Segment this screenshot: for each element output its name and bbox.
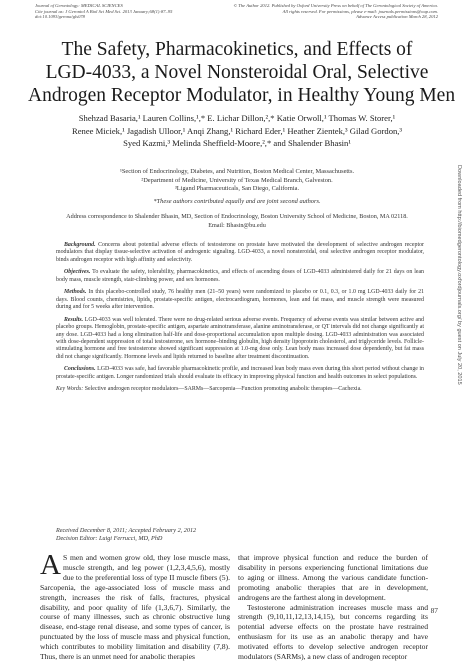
- keywords: Key Words: Selective androgen receptor modulators—SARMs—Sarcopenia—Function promoting anabolic therapies—Cachexia.: [56, 386, 362, 393]
- author-line: Syed Kazmi,³ Melinda Sheffield-Moore,²,* and Shalender Bhasin¹: [123, 138, 351, 148]
- decision-editor: Decision Editor: Luigi Ferrucci, MD, PhD: [56, 535, 163, 543]
- header-doi: doi:10.1093/gerona/gls078: [35, 14, 85, 20]
- address-email[interactable]: Email: Bhasin@bu.edu: [208, 221, 266, 229]
- abstract-background: Background. Concerns about potential adverse effects of testosterone on prostate have motivated the development of selective androgen receptor modulators that display tissue-selective activation of androgenic signaling. LGD-4033, a novel nonsteroidal, oral selective androgen receptor modulator, binds androgen receptor with high affinity and selectivity.: [56, 242, 424, 263]
- body-paragraph: Testosterone administration increases muscle mass and strength (9,10,11,12,13,14,15), but concerns regarding its potential adverse effects on the prostate have restrained enthusiasm for its use as an anabolic therapy and have motivated efforts to develop selective androgen receptor modulators (SARMs), a new class of androgen receptor: [238, 602, 428, 662]
- affiliation-line: ²Department of Medicine, University of Texas Medical Branch, Galveston.: [141, 176, 333, 184]
- affiliations: [34, 168, 440, 194]
- received-accepted: Received December 8, 2011; Accepted February 2, 2012: [56, 527, 197, 534]
- title-line: The Safety, Pharmacokinetics, and Effects of: [61, 39, 413, 60]
- abstract: [56, 242, 424, 400]
- header-journal-name: Journal of Gerontology: MEDICAL SCIENCES: [35, 3, 123, 8]
- title-line: Androgen Receptor Modulator, in Healthy Young Men: [28, 85, 456, 106]
- title-line: LGD-4033, a Novel Nonsteroidal Oral, Selective: [45, 62, 429, 83]
- abstract-conclusions: Conclusions. LGD-4033 was safe, had favorable pharmacokinetic profile, and increased lean body mass even during this short period without change in prostate-specific antigen. Longer randomized trials should evaluate its efficacy in improving physical function and health outcomes in select populations.: [56, 366, 424, 380]
- correspondence-address: [34, 213, 440, 230]
- affiliation-line: ¹Section of Endocrinology, Diabetes, and Nutrition, Boston Medical Center, Massachusetts.: [119, 168, 355, 175]
- drop-cap: A: [40, 549, 61, 581]
- author-list: [34, 112, 440, 150]
- body-paragraph: A S men and women grow old, they lose muscle mass, muscle strength, and leg power (1,2,3,4,5,6), mostly due to the preferential loss of type II muscle fibers (5). Sarcopenia, the age-associated loss of muscle mass and strength, increases the risk of falls, fractures, physical disability, and poor quality of life (1,3,6,7). Similarly, the course of many illnesses, such as chronic obstructive lung disease, end-stage renal disease, and some types of cancer, is punctuated by the loss of muscle mass and physical function, which contributes to mobility limitation and disability (7,8). Thus, there is an unmet need for anabolic therapies: [40, 549, 230, 662]
- download-watermark: [448, 165, 468, 605]
- copyright-header: [228, 3, 438, 20]
- affiliation-line: ³Ligand Pharmaceuticals, San Diego, California.: [174, 185, 300, 193]
- article-dates: [56, 527, 424, 544]
- body-column-left: [40, 549, 230, 662]
- page-number: 87: [430, 606, 438, 615]
- header-citation: Cite journal as: J Gerontol A Biol Sci Med Sci. 2013 January;68(1):87–95: [35, 8, 173, 14]
- author-line: Renee Miciek,¹ Jagadish Ulloor,¹ Anqi Zhang,¹ Richard Eder,¹ Heather Zientek,³ Gilad Gordon,³: [71, 125, 403, 136]
- header-advance-access: Advance Access publication March 28, 2012: [356, 14, 438, 20]
- body-paragraph: that improve physical function and reduce the burden of disability in persons experiencing functional limitations due to aging or illness. Among the various candidate function-promoting anabolic therapies that are in development, androgens are the farthest along in development.: [238, 553, 428, 602]
- abstract-objectives: Objectives. To evaluate the safety, tolerability, pharmacokinetics, and effects of ascending doses of LGD-4033 administered daily for 21 days on lean body mass, muscle strength, stair-climbing power, and sex hormones.: [56, 269, 424, 283]
- abstract-methods: Methods. In this placebo-controlled study, 76 healthy men (21–50 years) were randomized to placebo or 0.1, 0.3, or 1.0 mg LGD-4033 daily for 21 days. Blood counts, chemistries, lipids, prostate-specific antigen, electrocardiogram, hormones, lean and fat mass, and muscle strength were measured during and for 5 weeks after intervention.: [56, 289, 424, 311]
- address-line: Address correspondence to Shalender Bhasin, MD, Section of Endocrinology, Boston University School of Medicine, Boston, MA 02118.: [66, 213, 408, 220]
- header-copyright: © The Author 2012. Published by Oxford University Press on behalf of The Gerontological Society of America.: [233, 3, 438, 8]
- author-line: Shehzad Basaria,¹ Lauren Collins,¹,* E. Lichar Dillon,²,* Katie Orwoll,¹ Thomas W. Storer,¹: [78, 113, 396, 123]
- article-title: [28, 38, 456, 107]
- header-rights: All rights reserved. For permissions, please e-mail: journals.permissions@oup.com.: [282, 8, 438, 14]
- equal-contribution-note: *These authors contributed equally and are joint second authors.: [153, 198, 321, 205]
- journal-citation-header: [35, 3, 235, 20]
- download-note-text: Downloaded from http://biomedgerontology.oxfordjournals.org/ by guest on July 20, 2015: [456, 165, 462, 385]
- body-column-right: [238, 553, 428, 662]
- abstract-results: Results. LGD-4033 was well tolerated. There were no drug-related serious adverse events. Frequency of adverse events was similar between active and placebo groups. Hemoglobin, prostate-specific antigen, aspartate aminotransferase, alanine aminotransferase, or QT intervals did not change significantly at any dose. LGD-4033 had a long elimination half-life and dose-proportional accumulation upon multiple dosing. LGD-4033 administration was associated with dose-dependent suppression of total testosterone, sex hormone–binding globulin, high density lipoprotein cholesterol, and triglyceride levels. Follicle-stimulating hormone and free testosterone showed significant suppression at 1.0-mg dose only. Lean body mass increased dose dependently, but fat mass did not change significantly. Hormone levels and lipids returned to baseline after treatment discontinuation.: [56, 316, 424, 360]
